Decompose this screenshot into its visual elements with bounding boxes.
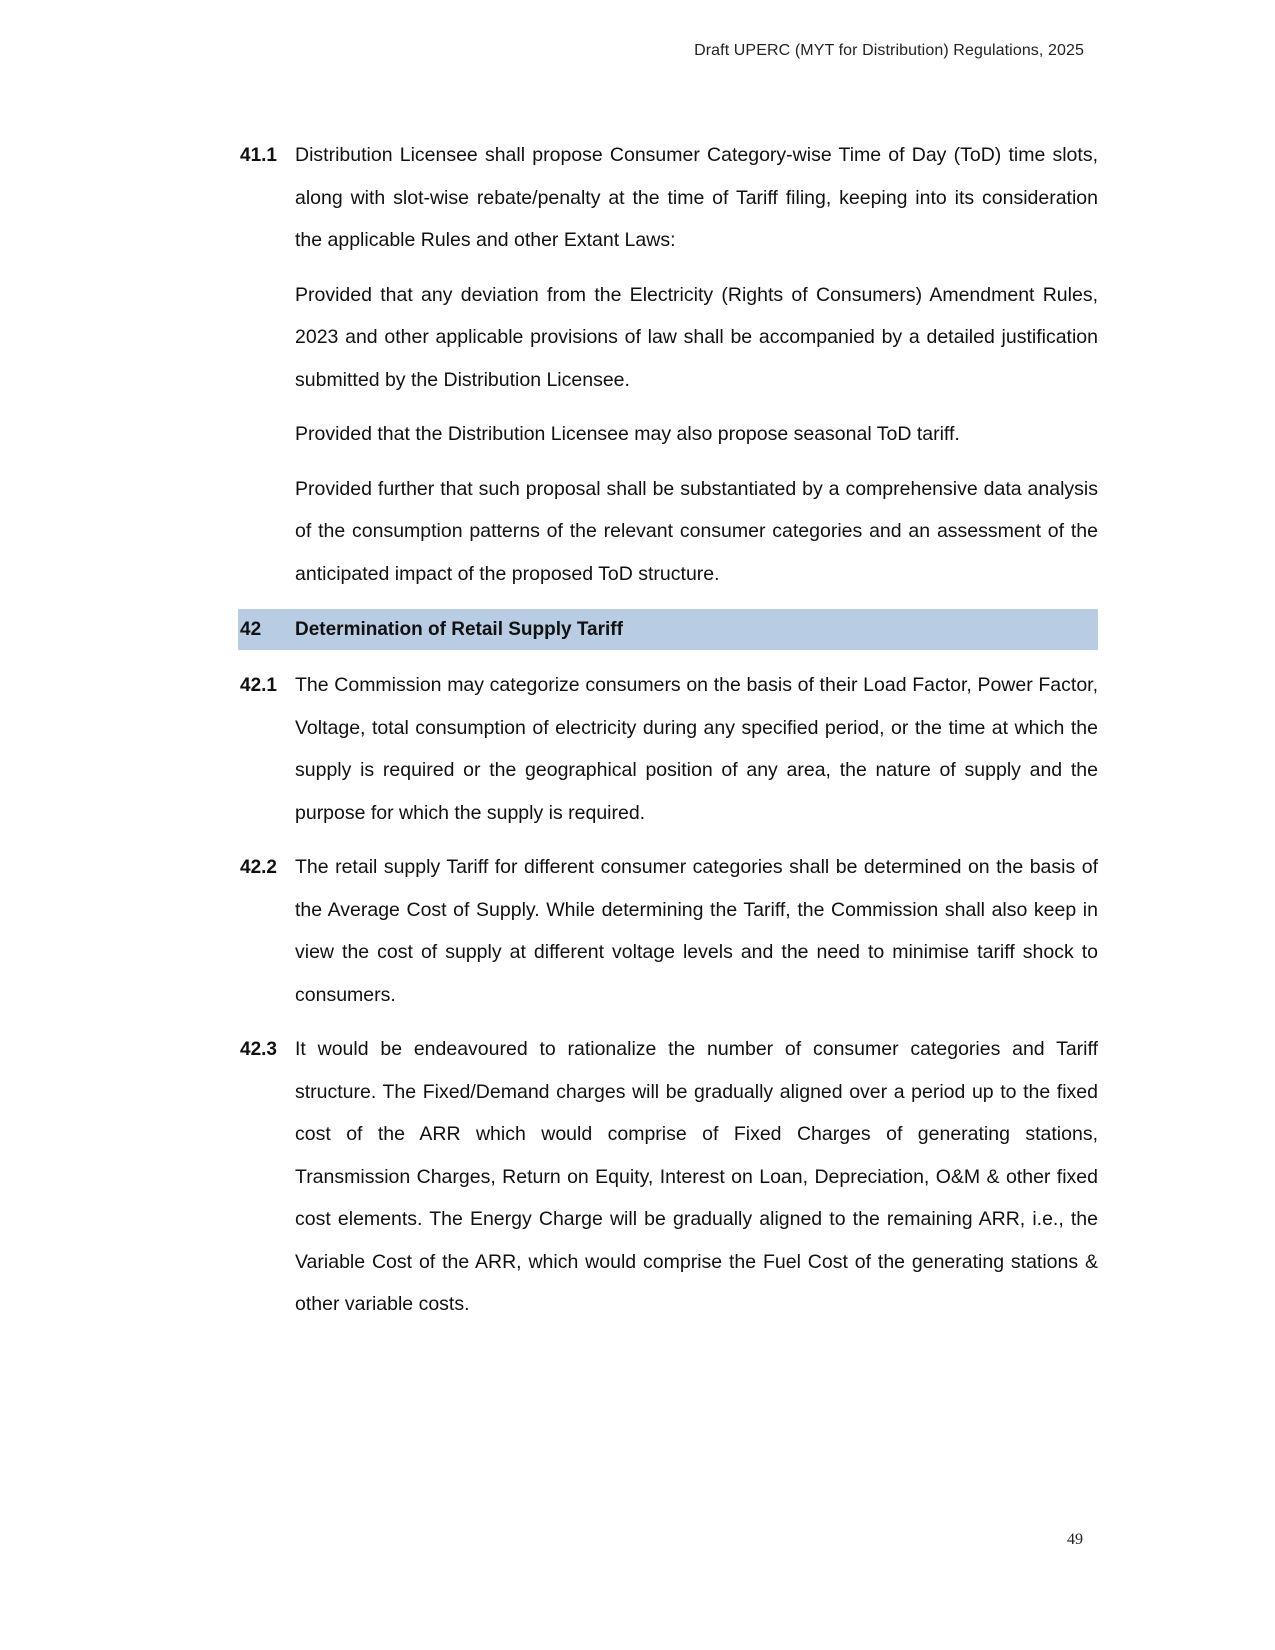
clause-body — [295, 846, 1098, 1028]
page-header: Draft UPERC (MYT for Distribution) Regulations, 2025 — [694, 42, 1084, 59]
document-body — [240, 134, 1098, 1338]
clause-number: 42.3 — [240, 1039, 277, 1060]
proviso-paragraph: Provided that the Distribution Licensee may also propose seasonal ToD tariff. — [295, 423, 960, 445]
clause-body — [295, 664, 1098, 846]
clause-41-1 — [240, 134, 1098, 607]
page-number: 49 — [1067, 1531, 1083, 1548]
clause-body — [295, 1028, 1098, 1338]
clause-42-2 — [240, 846, 1098, 1028]
clause-paragraph: It would be endeavoured to rationalize the number of consumer categories and Tariff structure. The Fixed/Demand charges will be gradually aligned over a period up to the fixed cost of the ARR which would comprise of Fixed Charges of generating stations, Transmission Charges, Return on Equity, Interest on Loan, Depreciation, O&M & other fixed cost elements. The Energy Charge will be gradually aligned to the remaining ARR, i.e., the Variable Cost of the ARR, which would comprise the Fuel Cost of the generating stations & other variable costs. — [295, 1038, 1098, 1315]
clause-paragraph: The Commission may categorize consumers on the basis of their Load Factor, Power Factor, Voltage, total consumption of electricity during any specified period, or the time at which the supply is required or the geographical position of any area, the nature of supply and the purpose for which the supply is required. — [295, 674, 1098, 824]
section-title: Determination of Retail Supply Tariff — [295, 618, 623, 640]
clause-42-3 — [240, 1028, 1098, 1338]
clause-paragraph: The retail supply Tariff for different consumer categories shall be determined on the basis of the Average Cost of Supply. While determining the Tariff, the Commission shall also keep in view the cost of supply at different voltage levels and the need to minimise tariff shock to consumers. — [295, 856, 1098, 1006]
clause-number: 42.1 — [240, 675, 277, 696]
proviso-paragraph: Provided further that such proposal shall be substantiated by a comprehensive data analysis of the consumption patterns of the relevant consumer categories and an assessment of the anticipated impact of the proposed ToD structure. — [295, 477, 1098, 585]
section-heading-42 — [238, 609, 1098, 650]
clause-body — [295, 134, 1098, 607]
clause-paragraph: Distribution Licensee shall propose Consumer Category-wise Time of Day (ToD) time slots, along with slot-wise rebate/penalty at the time of Tariff filing, keeping into its consideration the applicable Rules and other Extant Laws: — [295, 144, 1098, 251]
clause-number: 42.2 — [240, 857, 277, 878]
clause-number: 41.1 — [240, 145, 277, 166]
clause-42-1 — [240, 664, 1098, 846]
proviso-paragraph: Provided that any deviation from the Electricity (Rights of Consumers) Amendment Rules, 2023 and other applicable provisions of law shall be accompanied by a detailed justification submitted by the Distribution Licensee. — [295, 283, 1098, 391]
section-number: 42 — [240, 618, 262, 640]
